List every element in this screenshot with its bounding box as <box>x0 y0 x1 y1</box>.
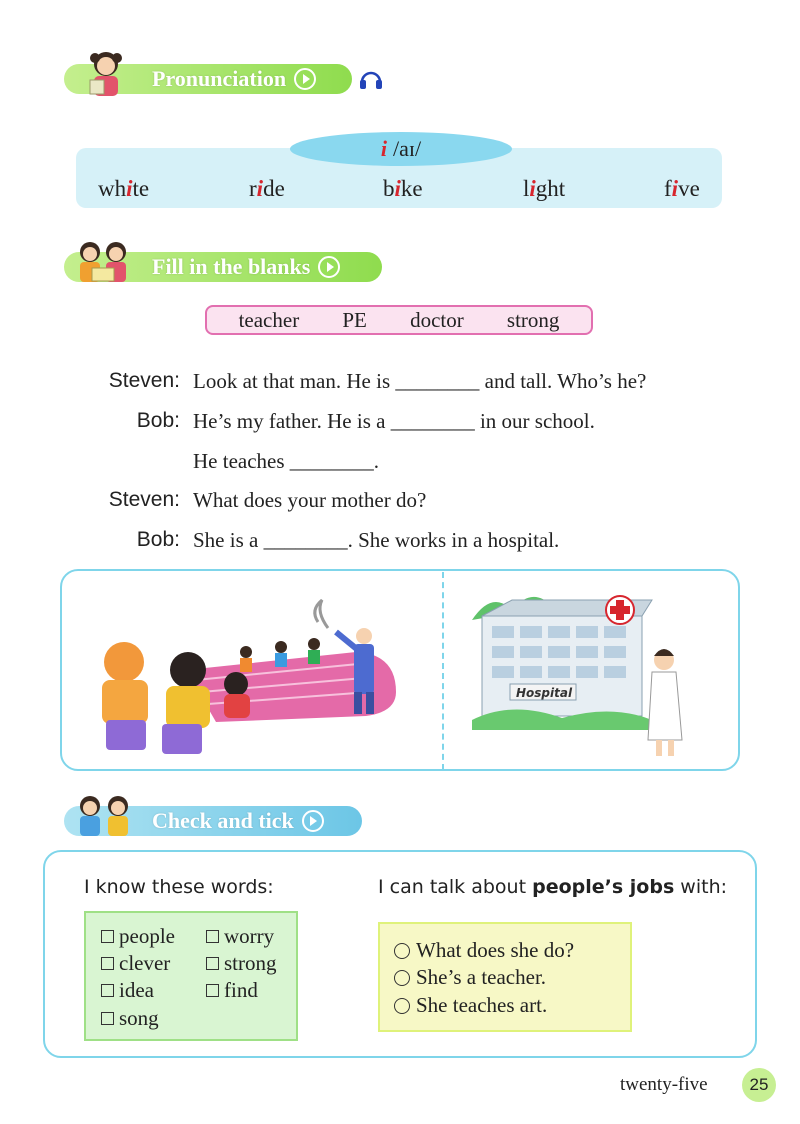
word-check-item[interactable]: people <box>101 924 175 949</box>
checkbox-icon <box>206 984 219 997</box>
speaker-label: Steven: <box>108 369 180 392</box>
children-thinking-icon <box>70 794 138 840</box>
checkbox-icon <box>101 1012 114 1025</box>
arrow-icon <box>294 68 316 90</box>
dialogue-line: He’s my father. He is a ________ in our school. <box>193 409 595 433</box>
arrow-icon <box>318 256 340 278</box>
page-number-badge: 25 <box>742 1068 776 1102</box>
checkbox-icon <box>101 957 114 970</box>
picture-divider <box>442 572 444 770</box>
pron-word: ride <box>249 176 285 201</box>
word-bank <box>205 305 593 335</box>
sound-ipa: /aɪ/ <box>393 136 422 161</box>
speaker-label: Bob: <box>136 528 180 551</box>
sound-header <box>290 132 512 166</box>
checkbox-icon <box>101 930 114 943</box>
pron-word: white <box>98 176 150 201</box>
word-check-item[interactable]: clever <box>101 951 170 976</box>
hospital-sign: Hospital <box>516 686 573 700</box>
speaker-label: Bob: <box>136 409 180 432</box>
dialogue-line: He teaches ________. <box>193 449 380 473</box>
radio-circle-icon <box>394 970 410 986</box>
talk-heading: I can talk about people’s jobs with: <box>378 876 728 898</box>
girl-reading-icon <box>78 50 134 100</box>
checkbox-icon <box>206 930 219 943</box>
bank-word: PE <box>342 307 367 332</box>
speaker-label: Steven: <box>108 488 180 511</box>
headphones-icon <box>358 66 384 92</box>
word-check-item[interactable]: worry <box>206 924 274 949</box>
pe-class-illustration <box>96 592 416 762</box>
pron-word: bike <box>383 176 423 201</box>
bank-word: teacher <box>238 307 300 332</box>
radio-circle-icon <box>394 998 410 1014</box>
dialogue-line: Look at that man. He is ________ and tall. Who’s he? <box>193 369 647 393</box>
checkbox-icon <box>206 957 219 970</box>
fill-blanks-title: Fill in the blanks <box>152 254 311 279</box>
hospital-illustration <box>452 580 722 764</box>
radio-circle-icon <box>394 943 410 959</box>
sentence-check-item[interactable]: What does she do? <box>394 938 574 963</box>
page-number-words: twenty-five <box>620 1074 708 1095</box>
checkbox-icon <box>101 984 114 997</box>
word-check-item[interactable]: idea <box>101 978 154 1003</box>
dialogue-line: She is a ________. She works in a hospital. <box>193 528 560 552</box>
word-check-item[interactable]: strong <box>206 951 277 976</box>
bank-word: strong <box>506 307 560 332</box>
sound-letter: i <box>380 136 387 161</box>
dialogue-line: What does your mother do? <box>193 488 427 512</box>
words-heading: I know these words: <box>84 876 274 898</box>
pronunciation-title: Pronunciation <box>152 66 287 91</box>
pron-word: five <box>664 176 700 201</box>
pron-word: light <box>523 176 566 201</box>
children-reading-icon <box>70 240 138 286</box>
word-check-item[interactable]: song <box>101 1006 159 1031</box>
sentence-check-item[interactable]: She’s a teacher. <box>394 965 546 990</box>
sentence-check-item[interactable]: She teaches art. <box>394 993 547 1018</box>
check-tick-title: Check and tick <box>152 808 294 833</box>
arrow-icon <box>302 810 324 832</box>
word-check-item[interactable]: find <box>206 978 258 1003</box>
bank-word: doctor <box>410 307 464 332</box>
